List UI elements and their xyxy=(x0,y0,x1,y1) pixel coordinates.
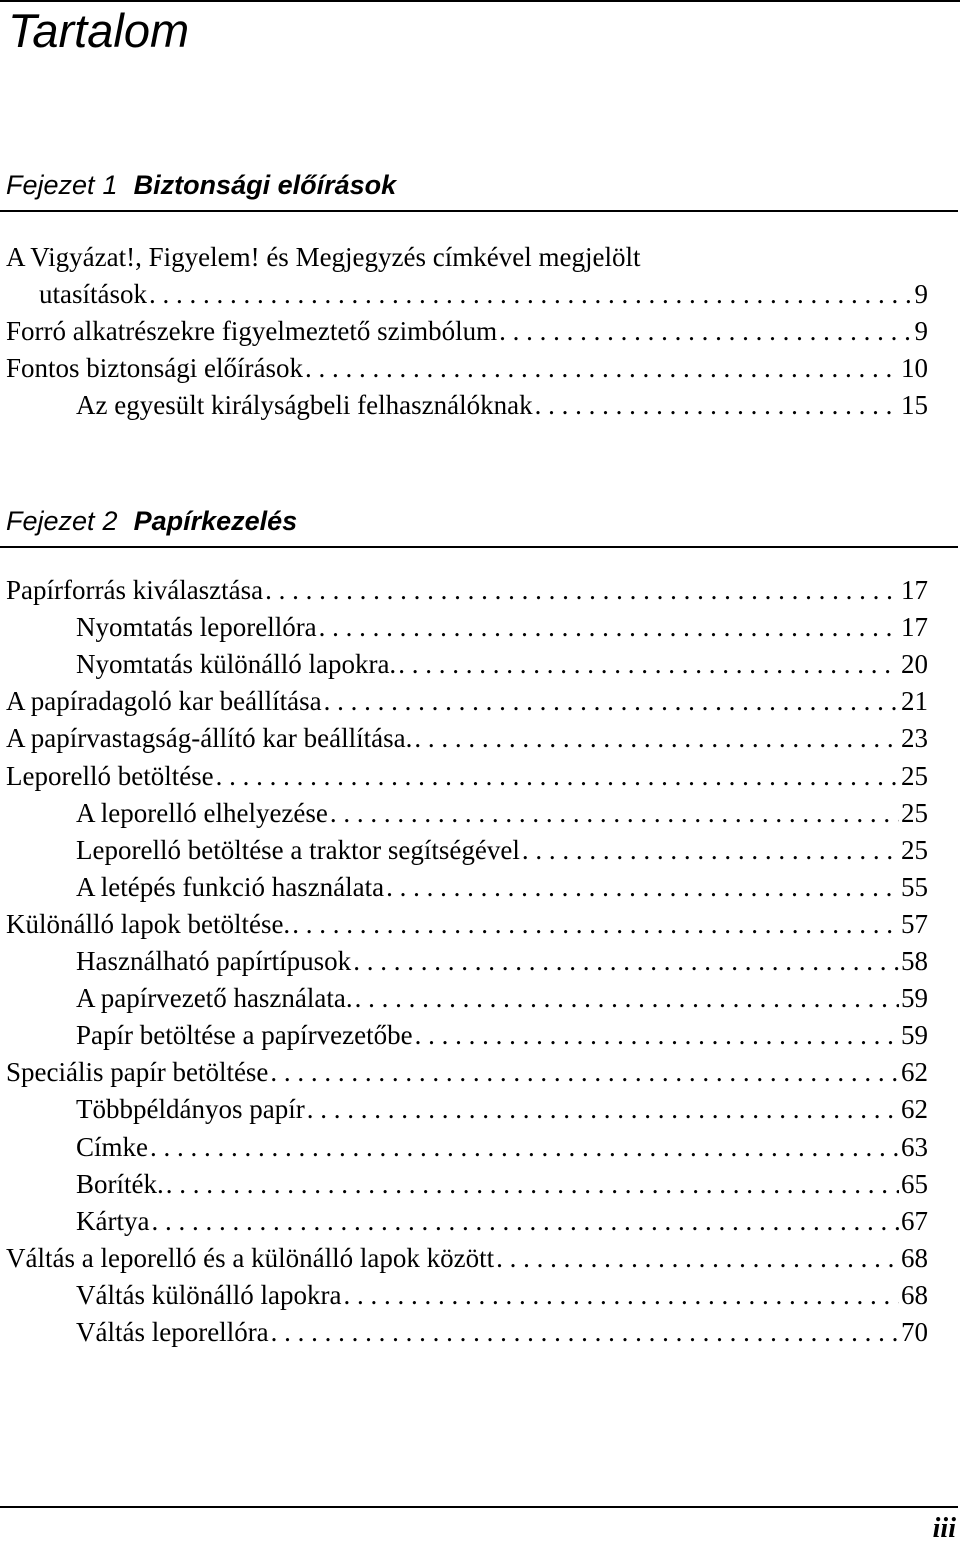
dot-leader xyxy=(343,1277,899,1314)
toc-entry-title: Nyomtatás különálló lapokra. xyxy=(76,649,397,679)
toc-entry[interactable] xyxy=(0,683,928,720)
toc-entry-title: A papírvezető használata. xyxy=(76,983,353,1013)
toc-entry-page: 70 xyxy=(901,1317,928,1347)
chapter-number: 2 xyxy=(102,506,118,536)
toc-entry-page: 63 xyxy=(901,1132,928,1162)
toc-entry-page: 25 xyxy=(901,835,928,865)
toc-entry-title: Papír betöltése a papírvezetőbe xyxy=(76,1020,413,1050)
toc-entry-page: 21 xyxy=(901,686,928,716)
toc-entry[interactable] xyxy=(0,720,928,757)
dot-leader xyxy=(149,276,913,313)
toc-entry-title: A papíradagoló kar beállítása xyxy=(6,686,322,716)
toc-entry-title: Használható papírtípusok xyxy=(76,946,352,976)
dot-leader xyxy=(414,720,899,757)
chapter-name: Papírkezelés xyxy=(133,506,298,536)
toc-entry[interactable] xyxy=(0,1314,928,1351)
dot-leader xyxy=(307,1091,899,1128)
dot-leader xyxy=(150,1129,899,1166)
toc-entry-page: 68 xyxy=(901,1280,928,1310)
toc-entry-page: 25 xyxy=(901,798,928,828)
toc-entry[interactable] xyxy=(0,758,928,795)
toc-entry[interactable] xyxy=(0,609,928,646)
toc-entry-page: 17 xyxy=(901,612,928,642)
toc-entry-page: 17 xyxy=(901,575,928,605)
dot-leader xyxy=(386,869,899,906)
toc-entry-title: Váltás a leporelló és a különálló lapok között xyxy=(6,1243,495,1273)
dot-leader xyxy=(499,313,912,350)
dot-leader xyxy=(496,1240,899,1277)
dot-leader xyxy=(216,758,899,795)
toc-entry[interactable] xyxy=(0,1054,928,1091)
toc-entry-title: Papírforrás kiválasztása xyxy=(6,575,264,605)
toc-entry[interactable] xyxy=(0,1277,928,1314)
dot-leader xyxy=(151,1203,899,1240)
toc-entry-title: Kártya xyxy=(76,1206,150,1236)
toc-entry-page: 58 xyxy=(901,946,928,976)
toc-entry-title: Címke xyxy=(76,1132,148,1162)
toc-entry-title: Leporelló betöltése a traktor segítségével xyxy=(76,835,520,865)
toc-entry-page: 9 xyxy=(914,316,928,346)
bottom-rule xyxy=(0,1506,958,1508)
chapter-label: Fejezet xyxy=(6,506,95,536)
toc-entry[interactable] xyxy=(0,350,928,387)
dot-leader xyxy=(324,683,899,720)
toc-entry[interactable] xyxy=(0,832,928,869)
chapter-number: 1 xyxy=(102,170,118,200)
toc-entry-title: Különálló lapok betöltése. xyxy=(6,909,291,939)
toc-entry-title: Többpéldányos papír xyxy=(76,1094,305,1124)
dot-leader xyxy=(415,1017,899,1054)
toc-entry[interactable] xyxy=(0,572,928,609)
dot-leader xyxy=(535,387,899,424)
toc-entry[interactable] xyxy=(0,646,928,683)
dot-leader xyxy=(265,572,899,609)
chapter-2 xyxy=(0,502,958,548)
toc-entry-page: 67 xyxy=(901,1206,928,1236)
toc-entry-page: 57 xyxy=(901,909,928,939)
toc-entry[interactable] xyxy=(0,1091,928,1128)
dot-leader xyxy=(292,906,899,943)
chapter-label: Fejezet xyxy=(6,170,95,200)
toc-entry[interactable] xyxy=(0,943,928,980)
chapter-2-heading xyxy=(0,502,958,548)
toc-entry[interactable] xyxy=(0,1203,928,1240)
toc-entry[interactable] xyxy=(0,1166,928,1203)
toc-entry-page: 62 xyxy=(901,1094,928,1124)
toc-entry-page: 68 xyxy=(901,1243,928,1273)
dot-leader xyxy=(166,1166,899,1203)
toc-entry-page: 55 xyxy=(901,872,928,902)
toc-entry-title: Nyomtatás leporellóra xyxy=(76,612,317,642)
toc-entry-page: 10 xyxy=(901,353,928,383)
toc-entry-title: Boríték. xyxy=(76,1169,164,1199)
toc-entry-title: A leporelló elhelyezése xyxy=(76,798,328,828)
toc-entry-title: utasítások xyxy=(39,279,147,309)
toc-entry[interactable] xyxy=(0,869,928,906)
toc-entry-title: Váltás különálló lapokra xyxy=(76,1280,342,1310)
toc-entry[interactable] xyxy=(0,1129,928,1166)
page-title: Tartalom xyxy=(8,4,190,57)
toc-entry-title: Az egyesült királyságbeli felhasználóknak xyxy=(76,390,533,420)
toc-entry[interactable] xyxy=(0,276,928,313)
dot-leader xyxy=(353,943,899,980)
toc-entry[interactable] xyxy=(0,795,928,832)
dot-leader xyxy=(522,832,899,869)
toc-entry-page: 15 xyxy=(901,390,928,420)
dot-leader xyxy=(270,1054,899,1091)
toc-entry[interactable] xyxy=(0,1240,928,1277)
dot-leader xyxy=(330,795,899,832)
toc-entry-title: A papírvastagság-állító kar beállítása. xyxy=(6,723,413,753)
toc-entry-title: Fontos biztonsági előírások xyxy=(6,353,303,383)
dot-leader xyxy=(319,609,899,646)
chapter-1 xyxy=(0,166,958,212)
dot-leader xyxy=(355,980,899,1017)
toc-entry[interactable] xyxy=(0,906,928,943)
toc-entry-page: 65 xyxy=(901,1169,928,1199)
toc-entry-title: Leporelló betöltése xyxy=(6,761,214,791)
dot-leader xyxy=(271,1314,899,1351)
chapter-name: Biztonsági előírások xyxy=(133,170,397,200)
toc-entry[interactable] xyxy=(0,313,928,350)
toc-entry-wrapped-line[interactable]: A Vigyázat!, Figyelem! és Megjegyzés címkével megjelölt xyxy=(6,242,641,272)
page-number: iii xyxy=(932,1513,956,1544)
toc-entry-page: 25 xyxy=(901,761,928,791)
toc-entry-title: A letépés funkció használata xyxy=(76,872,385,902)
toc-entry-title: Váltás leporellóra xyxy=(76,1317,269,1347)
toc-entry-page: 20 xyxy=(901,649,928,679)
toc-entry-page: 59 xyxy=(901,983,928,1013)
toc-entry-page: 59 xyxy=(901,1020,928,1050)
toc-entry-page: 23 xyxy=(901,723,928,753)
toc-entry-title: Forró alkatrészekre figyelmeztető szimbólum xyxy=(6,316,498,346)
chapter-1-heading xyxy=(0,166,958,212)
toc-entry-page: 9 xyxy=(914,279,928,309)
toc-entry[interactable] xyxy=(0,980,928,1017)
dot-leader xyxy=(305,350,899,387)
toc-entry[interactable] xyxy=(0,1017,928,1054)
dot-leader xyxy=(398,646,899,683)
toc-entry-title: Speciális papír betöltése xyxy=(6,1057,269,1087)
toc-entry-page: 62 xyxy=(901,1057,928,1087)
toc-entry[interactable] xyxy=(0,387,928,424)
